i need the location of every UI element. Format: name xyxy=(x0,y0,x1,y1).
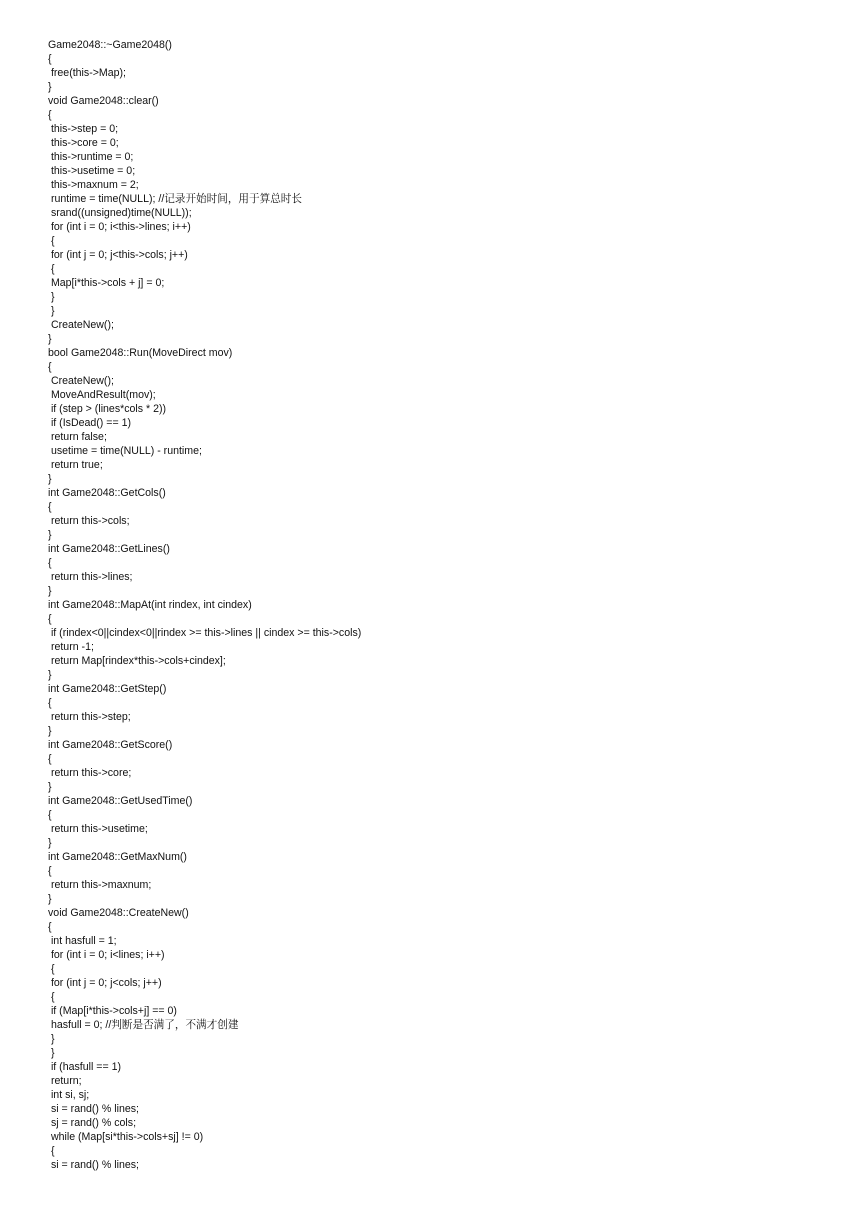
code-line: return this->maxnum; xyxy=(48,879,152,891)
code-line: for (int j = 0; j<cols; j++) xyxy=(48,977,162,989)
code-line: return -1; xyxy=(48,641,94,653)
code-line: { xyxy=(48,1145,55,1157)
code-line: this->core = 0; xyxy=(48,137,119,149)
code-line: { xyxy=(48,809,52,821)
code-line: return false; xyxy=(48,431,107,443)
code-line: CreateNew(); xyxy=(48,319,114,331)
code-line: { xyxy=(48,263,55,275)
code-line: return this->core; xyxy=(48,767,132,779)
code-line: { xyxy=(48,921,52,933)
code-line: { xyxy=(48,235,55,247)
code-line: if (Map[i*this->cols+j] == 0) xyxy=(48,1005,177,1017)
code-line: int Game2048::GetCols() xyxy=(48,487,166,499)
code-line: for (int i = 0; i<this->lines; i++) xyxy=(48,221,191,233)
code-line: int Game2048::GetMaxNum() xyxy=(48,851,187,863)
code-line: { xyxy=(48,53,52,65)
code-line: bool Game2048::Run(MoveDirect mov) xyxy=(48,347,233,359)
code-line: runtime = time(NULL); //记录开始时间，用于算总时长 xyxy=(48,193,302,205)
code-line: if (rindex<0||cindex<0||rindex >= this->lines || cindex >= this->cols) xyxy=(48,627,362,639)
code-line: MoveAndResult(mov); xyxy=(48,389,156,401)
code-line: srand((unsigned)time(NULL)); xyxy=(48,207,192,219)
code-line: return this->step; xyxy=(48,711,131,723)
code-line: } xyxy=(48,305,55,317)
code-line: { xyxy=(48,613,52,625)
code-line: return this->lines; xyxy=(48,571,133,583)
code-line: } xyxy=(48,585,52,597)
code-line: { xyxy=(48,865,52,877)
code-line: if (hasfull == 1) xyxy=(48,1061,122,1073)
code-line: } xyxy=(48,1033,55,1045)
code-line: int si, sj; xyxy=(48,1089,90,1101)
code-line: { xyxy=(48,557,52,569)
code-line: } xyxy=(48,669,52,681)
code-line: int Game2048::GetScore() xyxy=(48,739,173,751)
code-line: { xyxy=(48,753,52,765)
code-line: this->runtime = 0; xyxy=(48,151,134,163)
code-line: si = rand() % lines; xyxy=(48,1103,139,1115)
code-line: si = rand() % lines; xyxy=(48,1159,139,1171)
code-line: return true; xyxy=(48,459,103,471)
code-line: return this->cols; xyxy=(48,515,130,527)
code-line: } xyxy=(48,333,52,345)
code-line: for (int j = 0; j<this->cols; j++) xyxy=(48,249,188,261)
code-line: } xyxy=(48,81,52,93)
code-listing xyxy=(48,38,828,1172)
code-line: } xyxy=(48,781,52,793)
code-line: int hasfull = 1; xyxy=(48,935,117,947)
code-line: this->usetime = 0; xyxy=(48,165,136,177)
code-line: { xyxy=(48,361,52,373)
code-line: } xyxy=(48,837,52,849)
code-line: usetime = time(NULL) - runtime; xyxy=(48,445,202,457)
code-line: { xyxy=(48,501,52,513)
code-line: { xyxy=(48,109,52,121)
code-line: return; xyxy=(48,1075,82,1087)
code-line: if (IsDead() == 1) xyxy=(48,417,132,429)
code-line: int Game2048::MapAt(int rindex, int cindex) xyxy=(48,599,252,611)
code-line: } xyxy=(48,1047,55,1059)
code-line: Game2048::~Game2048() xyxy=(48,39,172,51)
code-line: void Game2048::CreateNew() xyxy=(48,907,189,919)
code-line: int Game2048::GetUsedTime() xyxy=(48,795,193,807)
code-line: int Game2048::GetLines() xyxy=(48,543,170,555)
code-line: return Map[rindex*this->cols+cindex]; xyxy=(48,655,226,667)
code-line: free(this->Map); xyxy=(48,67,127,79)
code-line: hasfull = 0; //判断是否满了，不满才创建 xyxy=(48,1019,239,1031)
code-line: } xyxy=(48,725,52,737)
code-line: } xyxy=(48,291,55,303)
code-line: CreateNew(); xyxy=(48,375,114,387)
code-line: } xyxy=(48,893,52,905)
code-line: for (int i = 0; i<lines; i++) xyxy=(48,949,165,961)
code-line: Map[i*this->cols + j] = 0; xyxy=(48,277,165,289)
code-line: this->step = 0; xyxy=(48,123,119,135)
code-line: { xyxy=(48,963,55,975)
code-line: } xyxy=(48,529,52,541)
code-line: void Game2048::clear() xyxy=(48,95,159,107)
code-line: while (Map[si*this->cols+sj] != 0) xyxy=(48,1131,204,1143)
code-line: } xyxy=(48,473,52,485)
code-line: if (step > (lines*cols * 2)) xyxy=(48,403,167,415)
code-line: { xyxy=(48,697,52,709)
code-line: this->maxnum = 2; xyxy=(48,179,139,191)
code-line: return this->usetime; xyxy=(48,823,148,835)
code-line: sj = rand() % cols; xyxy=(48,1117,137,1129)
code-line: { xyxy=(48,991,55,1003)
code-line: int Game2048::GetStep() xyxy=(48,683,167,695)
